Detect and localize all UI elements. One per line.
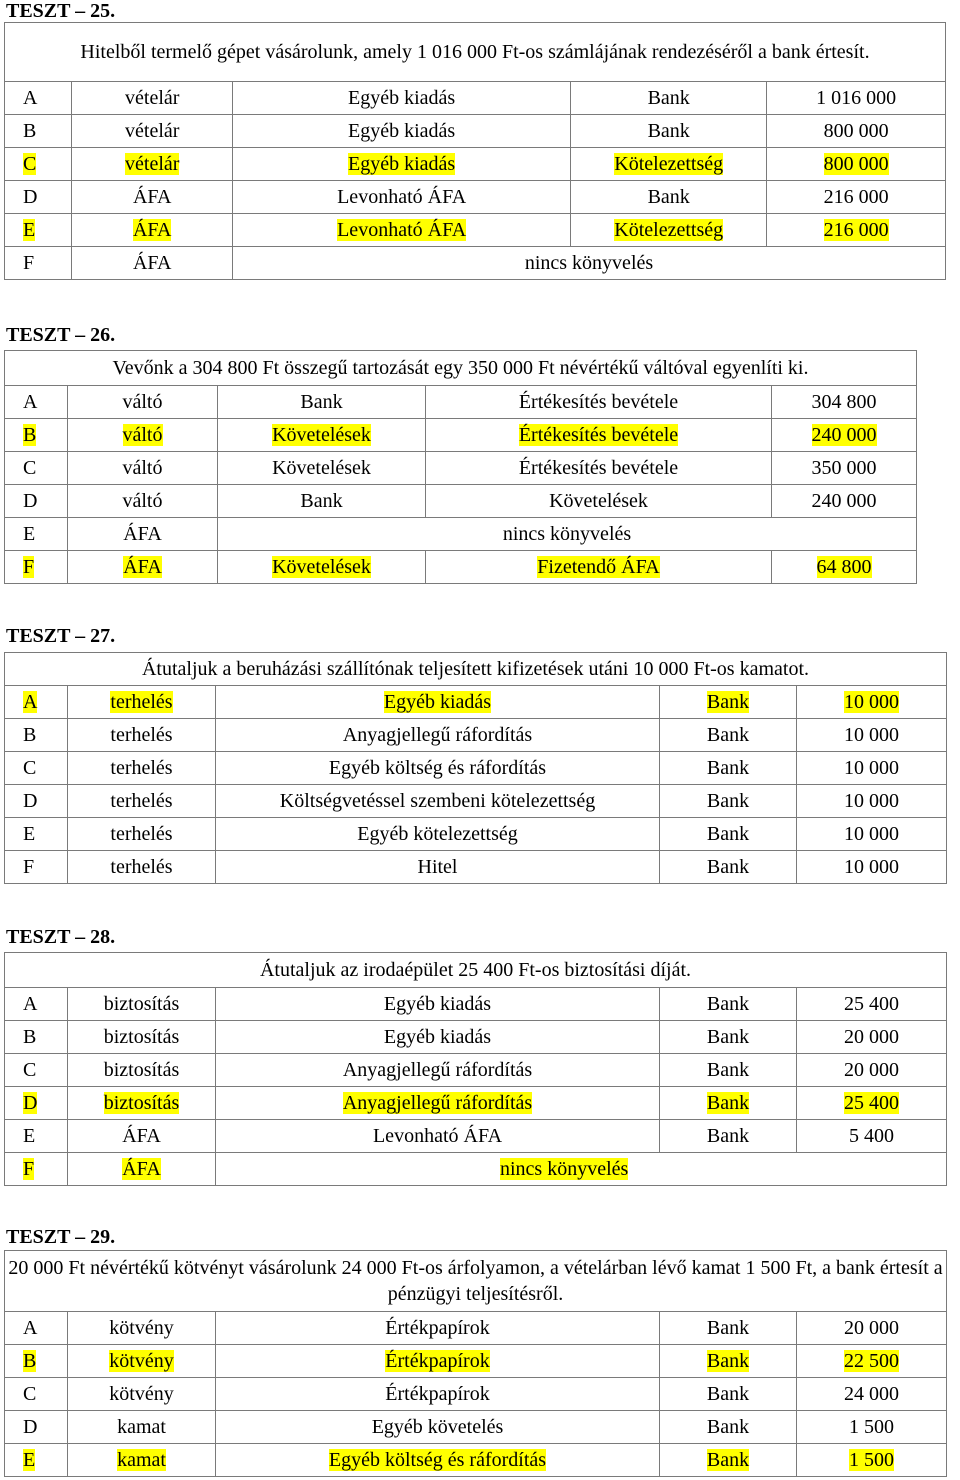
table-row xyxy=(5,115,946,148)
table-cell xyxy=(216,1087,660,1120)
table-row xyxy=(5,752,947,785)
test-29-title: TESZT – 29. xyxy=(6,1226,116,1248)
option-letter: D xyxy=(5,785,68,818)
table-cell xyxy=(68,419,218,452)
table-cell: Követelések xyxy=(218,452,426,485)
test-27-table xyxy=(4,652,947,884)
table-cell: 1 500 xyxy=(797,1411,947,1444)
table-cell: Bank xyxy=(660,851,797,884)
highlighted-text: Bank xyxy=(706,1350,750,1372)
table-cell xyxy=(68,1345,216,1378)
table-cell: Bank xyxy=(660,1312,797,1345)
highlighted-text: 64 800 xyxy=(816,556,872,578)
table-cell: vételár xyxy=(72,82,233,115)
test-28-title: TESZT – 28. xyxy=(6,926,116,948)
highlighted-text: Követelések xyxy=(272,424,371,446)
table-cell xyxy=(218,551,426,584)
table-cell xyxy=(571,214,767,247)
highlighted-text: Anyagjellegű ráfordítás xyxy=(342,1092,533,1114)
table-cell: 20 000 xyxy=(797,1021,947,1054)
highlighted-text: nincs könyvelés xyxy=(500,1158,629,1180)
table-cell: Egyéb kiadás xyxy=(216,1021,660,1054)
table-cell: Egyéb kiadás xyxy=(233,115,571,148)
table-cell: nincs könyvelés xyxy=(233,247,946,280)
table-cell: Egyéb kötelezettség xyxy=(216,818,660,851)
table-cell xyxy=(660,1444,797,1477)
table-cell xyxy=(72,214,233,247)
table-cell: váltó xyxy=(68,452,218,485)
table-cell: Értékesítés bevétele xyxy=(426,386,772,419)
highlighted-text: ÁFA xyxy=(122,1158,161,1180)
option-letter: A xyxy=(5,386,68,419)
table-cell: 20 000 xyxy=(797,1312,947,1345)
highlighted-text: 25 400 xyxy=(844,1092,899,1114)
table-cell: ÁFA xyxy=(68,1120,216,1153)
highlighted-text: 216 000 xyxy=(823,219,889,241)
table-cell: terhelés xyxy=(68,818,216,851)
test-27-title: TESZT – 27. xyxy=(6,625,116,647)
table-row xyxy=(5,452,917,485)
table-row xyxy=(5,181,946,214)
highlighted-text: B xyxy=(23,1350,37,1372)
option-letter xyxy=(5,214,72,247)
test-28-question: Átutaljuk az irodaépület 25 400 Ft-os biztosítási díját. xyxy=(5,953,947,988)
table-cell: Egyéb költség és ráfordítás xyxy=(216,752,660,785)
highlighted-text: Bank xyxy=(706,691,750,713)
table-cell xyxy=(216,1444,660,1477)
option-letter xyxy=(5,1153,68,1186)
table-cell: 304 800 xyxy=(772,386,917,419)
highlighted-text: Kötelezettség xyxy=(614,219,724,241)
table-row xyxy=(5,386,917,419)
table-row xyxy=(5,988,947,1021)
table-cell: vételár xyxy=(72,115,233,148)
table-cell: 5 400 xyxy=(797,1120,947,1153)
highlighted-text: E xyxy=(23,219,36,241)
test-25-title: TESZT – 25. xyxy=(6,0,116,22)
table-cell: 24 000 xyxy=(797,1378,947,1411)
table-cell: Bank xyxy=(660,1378,797,1411)
table-cell: Levonható ÁFA xyxy=(233,181,571,214)
option-letter xyxy=(5,1444,68,1477)
highlighted-text: Levonható ÁFA xyxy=(337,219,467,241)
table-cell: terhelés xyxy=(68,719,216,752)
highlighted-text: D xyxy=(23,1092,38,1114)
table-cell: 10 000 xyxy=(797,719,947,752)
table-cell xyxy=(660,686,797,719)
option-letter: E xyxy=(5,518,68,551)
test-29-question: 20 000 Ft névértékű kötvényt vásárolunk 24 000 Ft-os árfolyamon, a vételárban lévő kamat 1 500 Ft, a bank értesít a pénzügyi teljesítésről. xyxy=(5,1251,947,1312)
table-cell: Bank xyxy=(660,719,797,752)
highlighted-text: terhelés xyxy=(110,691,173,713)
table-cell: biztosítás xyxy=(68,1054,216,1087)
option-letter xyxy=(5,551,68,584)
highlighted-text: kötvény xyxy=(109,1350,174,1372)
option-letter: C xyxy=(5,752,68,785)
table-cell: Értékpapírok xyxy=(216,1378,660,1411)
highlighted-text: ÁFA xyxy=(132,219,172,241)
table-cell: Bank xyxy=(218,485,426,518)
highlighted-text: A xyxy=(23,691,38,713)
table-cell: Hitel xyxy=(216,851,660,884)
table-cell xyxy=(767,148,946,181)
table-cell: Bank xyxy=(218,386,426,419)
option-letter: D xyxy=(5,1411,68,1444)
option-letter: F xyxy=(5,247,72,280)
highlighted-text: Kötelezettség xyxy=(614,153,724,175)
table-row xyxy=(5,1087,947,1120)
test-26-title: TESZT – 26. xyxy=(6,324,116,346)
test-28-table xyxy=(4,952,947,1186)
table-cell: Bank xyxy=(660,818,797,851)
option-letter: C xyxy=(5,1378,68,1411)
table-cell xyxy=(797,1345,947,1378)
table-cell: Bank xyxy=(571,115,767,148)
table-cell xyxy=(772,419,917,452)
table-cell xyxy=(216,686,660,719)
table-cell xyxy=(68,551,218,584)
option-letter: A xyxy=(5,82,72,115)
option-letter: A xyxy=(5,988,68,1021)
table-cell: ÁFA xyxy=(72,181,233,214)
table-cell xyxy=(767,214,946,247)
table-row xyxy=(5,419,917,452)
table-cell: biztosítás xyxy=(68,1021,216,1054)
table-row xyxy=(5,82,946,115)
table-cell xyxy=(797,1087,947,1120)
table-cell xyxy=(216,1345,660,1378)
highlighted-text: F xyxy=(23,1158,35,1180)
table-row xyxy=(5,247,946,280)
table-cell: Értékpapírok xyxy=(216,1312,660,1345)
option-letter xyxy=(5,148,72,181)
table-row xyxy=(5,148,946,181)
table-cell: váltó xyxy=(68,386,218,419)
table-row xyxy=(5,1312,947,1345)
table-cell: 25 400 xyxy=(797,988,947,1021)
highlighted-text: Fizetendő ÁFA xyxy=(537,556,660,578)
table-cell: terhelés xyxy=(68,851,216,884)
table-cell: Egyéb követelés xyxy=(216,1411,660,1444)
table-cell xyxy=(68,686,216,719)
highlighted-text: Egyéb kiadás xyxy=(383,691,492,713)
option-letter xyxy=(5,1087,68,1120)
highlighted-text: 800 000 xyxy=(823,153,889,175)
highlighted-text: 240 000 xyxy=(811,424,877,446)
table-cell xyxy=(797,1444,947,1477)
table-row xyxy=(5,719,947,752)
table-cell: Egyéb kiadás xyxy=(216,988,660,1021)
table-cell xyxy=(68,1153,216,1186)
table-row xyxy=(5,1345,947,1378)
option-letter xyxy=(5,686,68,719)
table-cell: biztosítás xyxy=(68,988,216,1021)
table-cell: kamat xyxy=(68,1411,216,1444)
table-cell xyxy=(797,686,947,719)
table-row xyxy=(5,1054,947,1087)
highlighted-text: vételár xyxy=(125,153,180,175)
option-letter: B xyxy=(5,719,68,752)
table-cell xyxy=(216,1153,947,1186)
table-cell: Anyagjellegű ráfordítás xyxy=(216,1054,660,1087)
table-cell: ÁFA xyxy=(72,247,233,280)
table-row xyxy=(5,1021,947,1054)
highlighted-text: 10 000 xyxy=(844,691,899,713)
table-cell: 20 000 xyxy=(797,1054,947,1087)
option-letter: F xyxy=(5,851,68,884)
table-cell: Anyagjellegű ráfordítás xyxy=(216,719,660,752)
test-29-table xyxy=(4,1250,947,1477)
table-cell xyxy=(426,419,772,452)
highlighted-text: B xyxy=(23,424,37,446)
table-cell: 10 000 xyxy=(797,818,947,851)
table-row xyxy=(5,785,947,818)
option-letter: E xyxy=(5,818,68,851)
option-letter: C xyxy=(5,452,68,485)
option-letter xyxy=(5,1345,68,1378)
table-cell xyxy=(68,1444,216,1477)
highlighted-text: F xyxy=(23,556,35,578)
table-row xyxy=(5,1120,947,1153)
table-cell: 350 000 xyxy=(772,452,917,485)
option-letter: D xyxy=(5,181,72,214)
highlighted-text: kamat xyxy=(117,1449,166,1471)
table-row xyxy=(5,1411,947,1444)
option-letter: D xyxy=(5,485,68,518)
table-cell: 10 000 xyxy=(797,785,947,818)
test-26-table xyxy=(4,350,917,584)
table-cell: nincs könyvelés xyxy=(218,518,917,551)
table-cell: Értékesítés bevétele xyxy=(426,452,772,485)
table-cell xyxy=(233,148,571,181)
highlighted-text: E xyxy=(23,1449,36,1471)
table-row xyxy=(5,214,946,247)
highlighted-text: Értékpapírok xyxy=(385,1350,490,1372)
table-cell xyxy=(426,551,772,584)
table-row xyxy=(5,551,917,584)
table-cell: Követelések xyxy=(426,485,772,518)
table-cell: kötvény xyxy=(68,1378,216,1411)
highlighted-text: Bank xyxy=(706,1449,750,1471)
table-cell xyxy=(571,148,767,181)
test-26-question: Vevőnk a 304 800 Ft összegű tartozását egy 350 000 Ft névértékű váltóval egyenlíti ki. xyxy=(5,351,917,386)
table-cell: 800 000 xyxy=(767,115,946,148)
highlighted-text: 1 500 xyxy=(849,1449,895,1471)
table-cell: 240 000 xyxy=(772,485,917,518)
table-cell: Bank xyxy=(660,1411,797,1444)
table-cell: 10 000 xyxy=(797,752,947,785)
table-row xyxy=(5,686,947,719)
table-cell xyxy=(233,214,571,247)
option-letter: C xyxy=(5,1054,68,1087)
table-cell xyxy=(660,1345,797,1378)
table-cell: Bank xyxy=(660,988,797,1021)
test-25-table xyxy=(4,22,946,280)
table-row xyxy=(5,1444,947,1477)
table-cell: terhelés xyxy=(68,752,216,785)
table-cell: Bank xyxy=(660,1054,797,1087)
table-cell: 10 000 xyxy=(797,851,947,884)
highlighted-text: Követelések xyxy=(272,556,371,578)
table-cell: 216 000 xyxy=(767,181,946,214)
highlighted-text: ÁFA xyxy=(123,556,162,578)
table-cell: Bank xyxy=(660,752,797,785)
table-cell: Bank xyxy=(571,82,767,115)
table-cell: terhelés xyxy=(68,785,216,818)
option-letter xyxy=(5,419,68,452)
highlighted-text: váltó xyxy=(122,424,163,446)
option-letter: B xyxy=(5,115,72,148)
table-cell xyxy=(660,1087,797,1120)
table-cell: Bank xyxy=(660,785,797,818)
table-row xyxy=(5,851,947,884)
highlighted-text: Egyéb kiadás xyxy=(348,153,456,175)
option-letter: A xyxy=(5,1312,68,1345)
highlighted-text: Értékesítés bevétele xyxy=(518,424,679,446)
table-cell: Bank xyxy=(571,181,767,214)
table-cell: 1 016 000 xyxy=(767,82,946,115)
highlighted-text: Egyéb költség és ráfordítás xyxy=(328,1449,547,1471)
highlighted-text: 22 500 xyxy=(844,1350,900,1372)
table-cell xyxy=(72,148,233,181)
highlighted-text: Bank xyxy=(706,1092,750,1114)
table-cell: Egyéb kiadás xyxy=(233,82,571,115)
table-row xyxy=(5,1378,947,1411)
option-letter: E xyxy=(5,1120,68,1153)
table-row xyxy=(5,485,917,518)
table-cell xyxy=(772,551,917,584)
table-cell xyxy=(68,1087,216,1120)
table-cell: Költségvetéssel szembeni kötelezettség xyxy=(216,785,660,818)
highlighted-text: biztosítás xyxy=(103,1092,180,1114)
table-cell xyxy=(218,419,426,452)
table-cell: kötvény xyxy=(68,1312,216,1345)
table-cell: Bank xyxy=(660,1021,797,1054)
table-row xyxy=(5,1153,947,1186)
table-cell: Levonható ÁFA xyxy=(216,1120,660,1153)
table-row xyxy=(5,518,917,551)
test-25-question: Hitelből termelő gépet vásárolunk, amely 1 016 000 Ft-os számlájának rendezéséről a bank értesít. xyxy=(5,23,946,82)
highlighted-text: C xyxy=(23,153,37,175)
table-cell: Bank xyxy=(660,1120,797,1153)
table-cell: ÁFA xyxy=(68,518,218,551)
test-27-question: Átutaljuk a beruházási szállítónak teljesített kifizetések utáni 10 000 Ft-os kamatot. xyxy=(5,653,947,686)
table-row xyxy=(5,818,947,851)
table-cell: váltó xyxy=(68,485,218,518)
option-letter: B xyxy=(5,1021,68,1054)
